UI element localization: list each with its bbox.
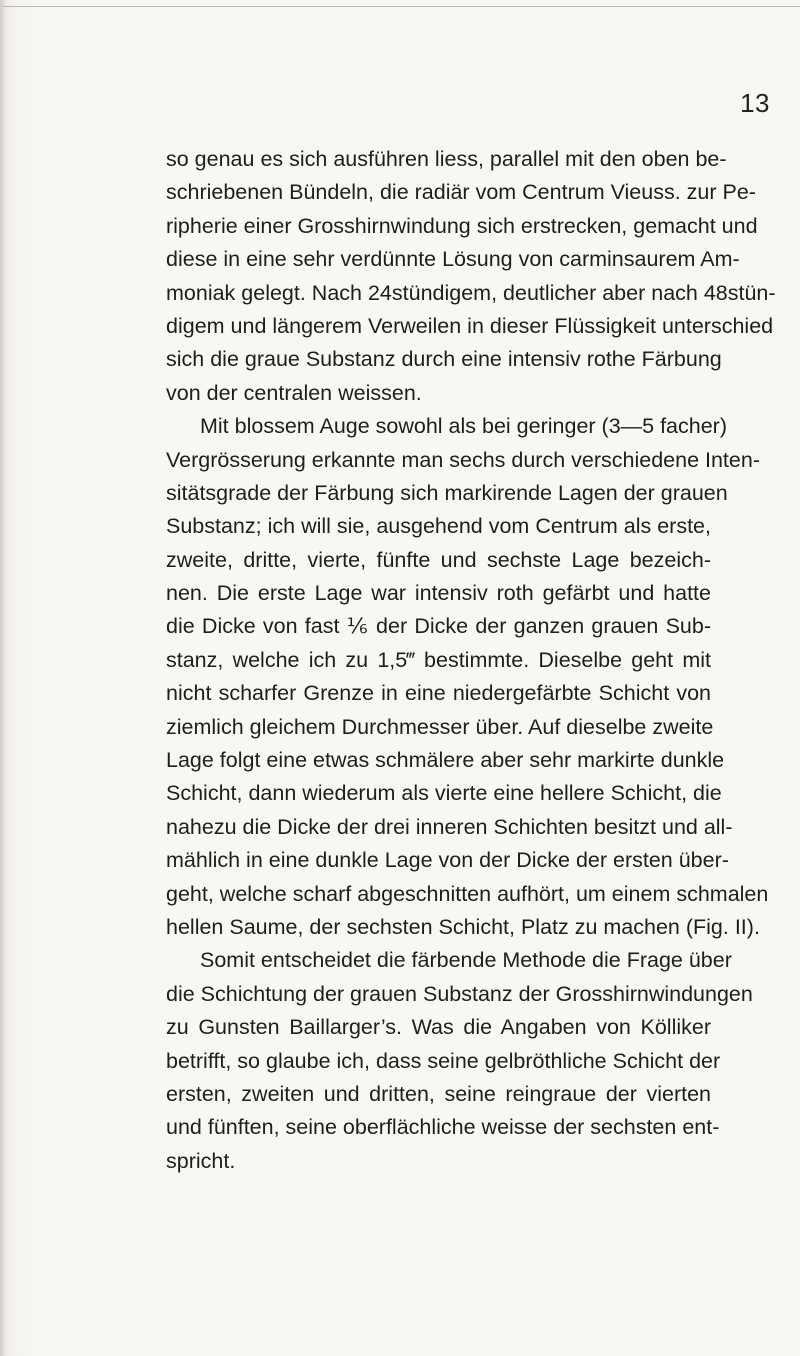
text-line: zu Gunsten Baillarger’s. Was die Angaben von Kölliker xyxy=(166,1015,711,1040)
text-line: Vergrösserung erkannte man sechs durch verschiedene Inten- xyxy=(166,447,760,472)
text-line: diese in eine sehr verdünnte Lösung von carminsaurem Am- xyxy=(166,247,740,272)
text-line: die Dicke von fast ⅙ der Dicke der ganzen grauen Sub- xyxy=(166,614,711,639)
text-line: Lage folgt eine etwas schmälere aber sehr markirte dunkle xyxy=(166,748,725,773)
text-line: Substanz; ich will sie, ausgehend vom Centrum als erste, xyxy=(166,514,711,539)
text-line: Schicht, dann wiederum als vierte eine hellere Schicht, die xyxy=(166,781,722,806)
text-line: ziemlich gleichem Durchmesser über. Auf dieselbe zweite xyxy=(166,714,714,739)
text-line: Mit blossem Auge sowohl als bei geringer (3—5 facher) xyxy=(200,414,728,439)
text-line: ersten, zweiten und dritten, seine reingraue der vierten xyxy=(166,1081,711,1106)
text-line: betrifft, so glaube ich, dass seine gelbröthliche Schicht der xyxy=(166,1048,721,1073)
text-line: zweite, dritte, vierte, fünfte und sechste Lage bezeich- xyxy=(166,547,711,572)
text-line: sich die graue Substanz durch eine intensiv rothe Färbung xyxy=(166,347,722,372)
text-line: schriebenen Bündeln, die radiär vom Centrum Vieuss. zur Pe- xyxy=(166,180,756,205)
text-line: moniak gelegt. Nach 24stündigem, deutlicher aber nach 48stün- xyxy=(166,280,776,305)
text-line: nahezu die Dicke der drei inneren Schichten besitzt und all- xyxy=(166,814,733,839)
text-line: die Schichtung der grauen Substanz der Grosshirnwindungen xyxy=(166,981,753,1006)
text-line: hellen Saume, der sechsten Schicht, Platz zu machen (Fig. II). xyxy=(166,914,760,939)
text-line: nicht scharfer Grenze in eine niedergefärbte Schicht von xyxy=(166,681,711,706)
top-page-edge xyxy=(0,6,800,7)
text-line: und fünften, seine oberflächliche weisse der sechsten ent- xyxy=(166,1115,720,1140)
text-line: ripherie einer Grosshirnwindung sich erstrecken, gemacht und xyxy=(166,213,758,238)
text-line: mählich in eine dunkle Lage von der Dicke der ersten über- xyxy=(166,848,729,873)
text-line: so genau es sich ausführen liess, parallel mit den oben be- xyxy=(166,147,727,171)
text-line: geht, welche scharf abgeschnitten aufhört, um einem schmalen xyxy=(166,881,769,906)
text-line: sitätsgrade der Färbung sich markirende Lagen der grauen xyxy=(166,480,728,505)
page-number: 13 xyxy=(740,88,770,118)
spine-shadow xyxy=(0,0,6,1356)
text-line: Somit entscheidet die färbende Methode die Frage über xyxy=(200,948,732,973)
text-line: von der centralen weissen. xyxy=(166,380,422,405)
text-line: digem und längerem Verweilen in dieser Flüssigkeit unterschied xyxy=(166,313,774,338)
body-text xyxy=(166,143,776,1178)
text-line: spricht. xyxy=(166,1148,236,1173)
text-line: nen. Die erste Lage war intensiv roth gefärbt und hatte xyxy=(166,581,711,606)
text-line: stanz, welche ich zu 1,5‴ bestimmte. Dieselbe geht mit xyxy=(166,647,711,672)
